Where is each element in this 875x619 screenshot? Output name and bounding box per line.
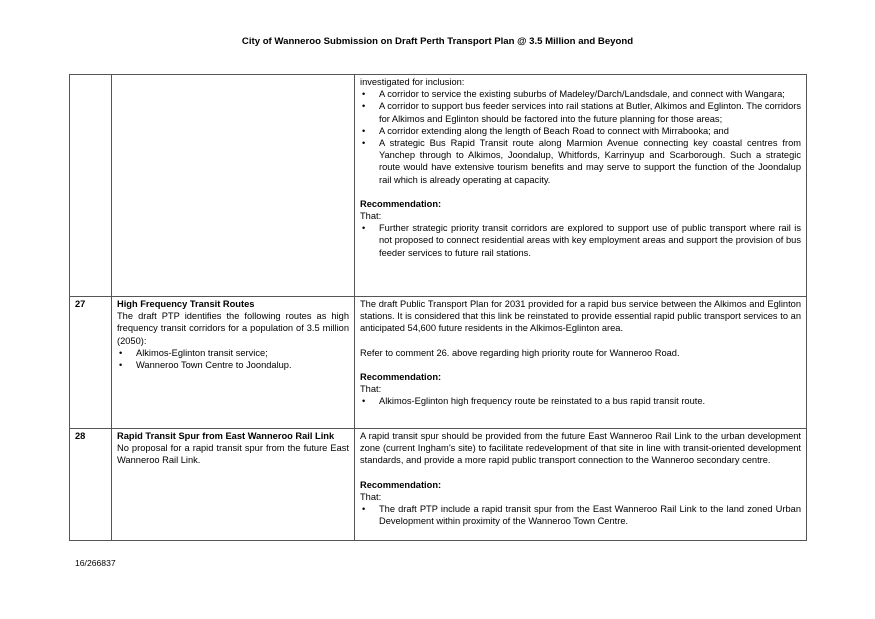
recommendation-heading: Recommendation: xyxy=(360,371,442,382)
comment-text: Refer to comment 26. above regarding high priority route for Wanneroo Road. xyxy=(360,347,680,358)
comment-text: The draft Public Transport Plan for 2031 provided for a rapid bus service between the Alkimos and Eglinton stations. It is considered that this link be reinstated to provide essential rapid public transport services to an anticipated 54,600 future residents in the Alkimos-Eglinton area. xyxy=(360,299,801,334)
item-number: 28 xyxy=(70,429,112,541)
issue-title: High Frequency Transit Routes xyxy=(117,299,255,309)
recommendation-list xyxy=(360,222,801,259)
issue-description: No proposal for a rapid transit spur from the future East Wanneroo Rail Link. xyxy=(117,443,349,466)
list-item: • The draft PTP include a rapid transit spur from the East Wanneroo Rail Link to the land zoned Urban Development within proximity of the Wanneroo Town Centre. xyxy=(360,503,801,527)
recommendation-list xyxy=(360,503,801,527)
table-row-continuation xyxy=(70,75,807,297)
list-item: • Further strategic priority transit corridors are explored to support use of public transport where rail is not proposed to connect residential areas with key employment areas and support the provision of bus feeder services to future rail stations. xyxy=(360,222,801,259)
recommendation-that: That: xyxy=(360,491,382,502)
document-header: City of Wanneroo Submission on Draft Perth Transport Plan @ 3.5 Million and Beyond xyxy=(241,36,634,47)
document-reference: 16/266837 xyxy=(75,558,116,568)
route-list xyxy=(117,347,349,371)
issue-cell xyxy=(112,75,355,297)
corridor-list xyxy=(360,88,801,186)
list-item: • A corridor to support bus feeder services into rail stations at Butler, Alkimos and Eglinton. The corridors for Alkimos and Eglinton should be factored into the future planning for those areas; xyxy=(360,100,801,124)
number-cell xyxy=(70,75,112,297)
list-item: • Alkimos-Eglinton transit service; xyxy=(117,347,349,359)
list-item: • A corridor extending along the length of Beach Road to connect with Mirrabooka; and xyxy=(360,125,801,137)
issue-cell xyxy=(112,297,355,429)
list-item: • Alkimos-Eglinton high frequency route be reinstated to a bus rapid transit route. xyxy=(360,395,801,407)
submission-table xyxy=(69,74,807,541)
list-item: • A corridor to service the existing suburbs of Madeley/Darch/Landsdale, and connect with Wangara; xyxy=(360,88,801,100)
comment-text: A rapid transit spur should be provided from the future East Wanneroo Rail Link to the urban development zone (current Ingham’s site) to facilitate redevelopment of that site in line with transit-oriented development standards, and provide a more rapid public transport connection to the Wanneroo secondary centre. xyxy=(360,431,801,466)
table-row-28 xyxy=(70,429,807,541)
continuation-intro: investigated for inclusion: xyxy=(360,77,465,87)
issue-title: Rapid Transit Spur from East Wanneroo Rail Link xyxy=(117,431,335,441)
recommendation-heading: Recommendation: xyxy=(360,479,442,490)
table-row-27 xyxy=(70,297,807,429)
comment-cell xyxy=(355,429,807,541)
item-number: 27 xyxy=(70,297,112,429)
recommendation-that: That: xyxy=(360,384,382,395)
comment-cell xyxy=(355,297,807,429)
issue-cell xyxy=(112,429,355,541)
recommendation-list xyxy=(360,395,801,407)
issue-description: The draft PTP identifies the following routes as high frequency transit corridors for a population of 3.5 million (2050): xyxy=(117,311,349,346)
list-item: • Wanneroo Town Centre to Joondalup. xyxy=(117,359,349,371)
comment-cell xyxy=(355,75,807,297)
recommendation-heading: Recommendation: xyxy=(360,198,442,209)
recommendation-that: That: xyxy=(360,211,382,222)
list-item: • A strategic Bus Rapid Transit route along Marmion Avenue connecting key coastal centres from Yanchep through to Alkimos, Joondalup, Whitfords, Karrinyup and Scarborough. Such a strategic route would have extensive tourism benefits and may serve to support the function of the Joondalup rail which is already operating at capacity. xyxy=(360,137,801,186)
